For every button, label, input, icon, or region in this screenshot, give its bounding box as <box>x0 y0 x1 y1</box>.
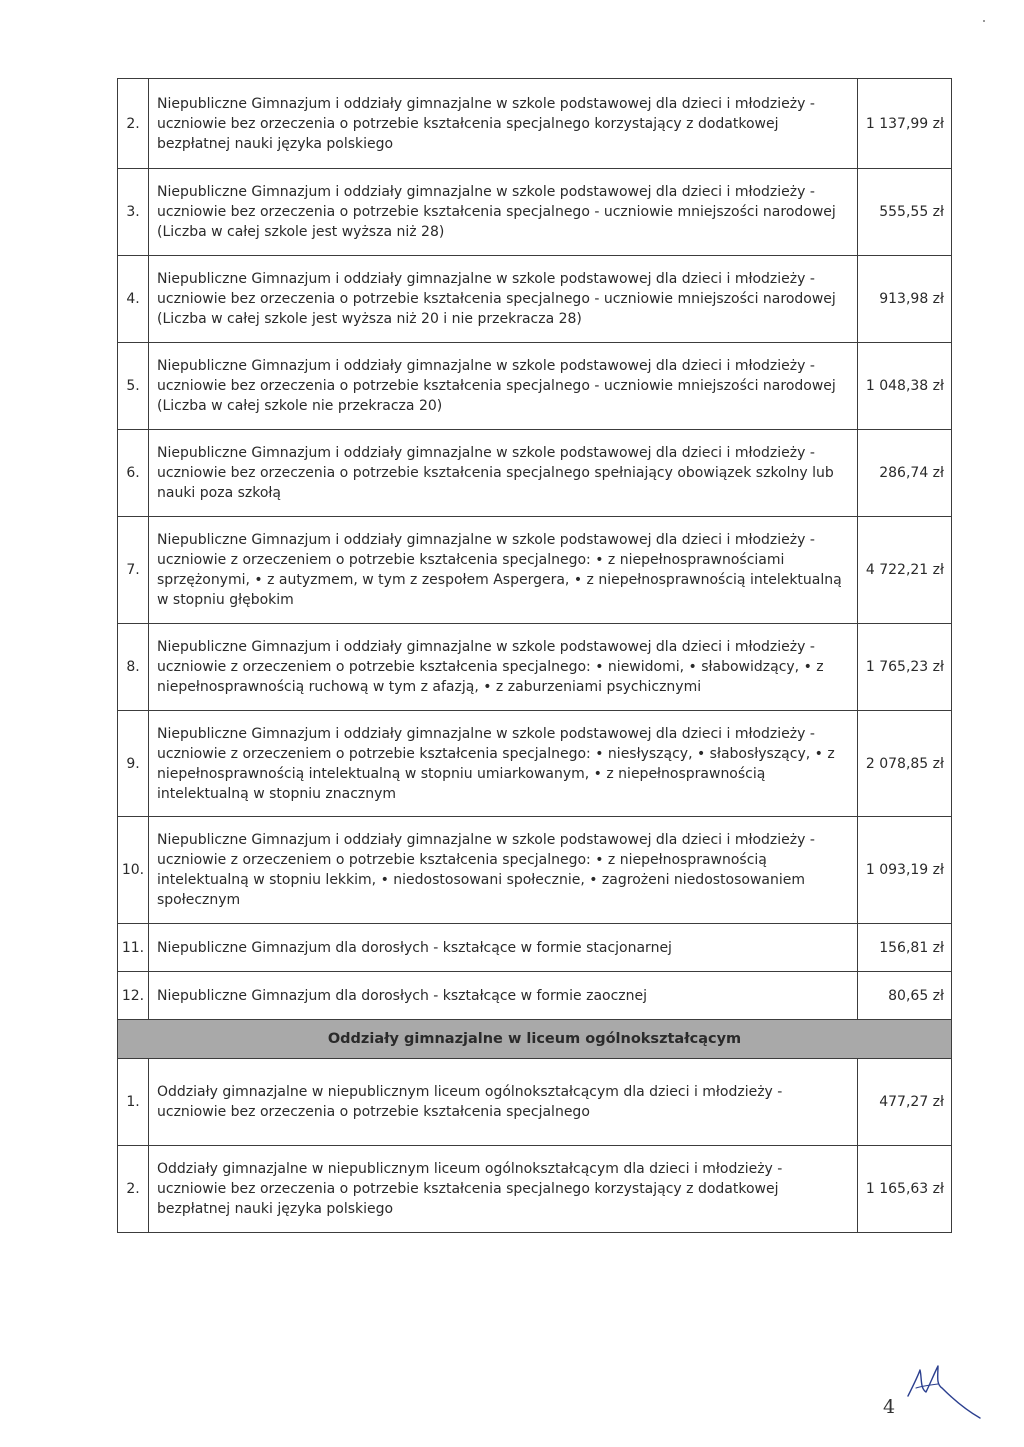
row-amount: 477,27 zł <box>858 1059 952 1146</box>
row-description: Niepubliczne Gimnazjum i oddziały gimnazjalne w szkole podstawowej dla dzieci i młodzieży - uczniowie bez orzeczenia o potrzebie kształcenia specjalnego - uczniowie mniejszości narodowej (Liczba w całej szkole jest wyższa niż 20 i nie przekracza 28) <box>149 256 858 343</box>
table-row <box>118 79 952 169</box>
row-number: 4. <box>118 256 149 343</box>
table-row <box>118 1059 952 1146</box>
section-header-row <box>118 1020 952 1059</box>
row-number: 9. <box>118 711 149 817</box>
row-amount: 913,98 zł <box>858 256 952 343</box>
row-amount: 1 165,63 zł <box>858 1146 952 1233</box>
row-number: 1. <box>118 1059 149 1146</box>
row-description: Niepubliczne Gimnazjum i oddziały gimnazjalne w szkole podstawowej dla dzieci i młodzieży - uczniowie bez orzeczenia o potrzebie kształcenia specjalnego - uczniowie mniejszości narodowej (Liczba w całej szkole nie przekracza 20) <box>149 343 858 430</box>
row-number: 2. <box>118 1146 149 1233</box>
row-description: Niepubliczne Gimnazjum i oddziały gimnazjalne w szkole podstawowej dla dzieci i młodzieży - uczniowie z orzeczeniem o potrzebie kształcenia specjalnego: • z niepełnosprawnościami sprzężonymi, • z autyzmem, w tym z zespołem Aspergera, • z niepełnosprawnością intelektualną w stopniu głębokim <box>149 517 858 624</box>
row-number: 3. <box>118 169 149 256</box>
handwritten-initials-signature <box>904 1358 984 1420</box>
table-row <box>118 430 952 517</box>
row-number: 8. <box>118 624 149 711</box>
row-description: Oddziały gimnazjalne w niepublicznym liceum ogólnokształcącym dla dzieci i młodzieży - uczniowie bez orzeczenia o potrzebie kształcenia specjalnego korzystający z dodatkowej bezpłatnej nauki języka polskiego <box>149 1146 858 1233</box>
row-description: Niepubliczne Gimnazjum i oddziały gimnazjalne w szkole podstawowej dla dzieci i młodzieży - uczniowie bez orzeczenia o potrzebie kształcenia specjalnego - uczniowie mniejszości narodowej (Liczba w całej szkole jest wyższa niż 28) <box>149 169 858 256</box>
row-number: 6. <box>118 430 149 517</box>
table-row <box>118 169 952 256</box>
row-number: 2. <box>118 79 149 169</box>
table-row <box>118 624 952 711</box>
row-description: Oddziały gimnazjalne w niepublicznym liceum ogólnokształcącym dla dzieci i młodzieży - uczniowie bez orzeczenia o potrzebie kształcenia specjalnego <box>149 1059 858 1146</box>
table-row <box>118 817 952 924</box>
table-row <box>118 517 952 624</box>
page-number: 4 <box>883 1396 896 1418</box>
section-title: Oddziały gimnazjalne w liceum ogólnokształcącym <box>118 1020 952 1059</box>
row-amount: 2 078,85 zł <box>858 711 952 817</box>
row-amount: 80,65 zł <box>858 972 952 1020</box>
table-row <box>118 711 952 817</box>
row-number: 12. <box>118 972 149 1020</box>
row-number: 5. <box>118 343 149 430</box>
scan-speck <box>983 20 985 22</box>
row-description: Niepubliczne Gimnazjum i oddziały gimnazjalne w szkole podstawowej dla dzieci i młodzieży - uczniowie bez orzeczenia o potrzebie kształcenia specjalnego korzystający z dodatkowej bezpłatnej nauki języka polskiego <box>149 79 858 169</box>
row-amount: 4 722,21 zł <box>858 517 952 624</box>
row-description: Niepubliczne Gimnazjum i oddziały gimnazjalne w szkole podstawowej dla dzieci i młodzieży - uczniowie z orzeczeniem o potrzebie kształcenia specjalnego: • z niepełnosprawnością intelektualną w stopniu lekkim, • niedostosowani społecznie, • zagrożeni niedostosowaniem społecznym <box>149 817 858 924</box>
row-amount: 156,81 zł <box>858 924 952 972</box>
table-row <box>118 924 952 972</box>
table-row <box>118 972 952 1020</box>
row-description: Niepubliczne Gimnazjum dla dorosłych - kształcące w formie stacjonarnej <box>149 924 858 972</box>
table-row <box>118 256 952 343</box>
row-number: 10. <box>118 817 149 924</box>
row-amount: 286,74 zł <box>858 430 952 517</box>
row-amount: 1 765,23 zł <box>858 624 952 711</box>
row-amount: 1 093,19 zł <box>858 817 952 924</box>
row-number: 11. <box>118 924 149 972</box>
row-description: Niepubliczne Gimnazjum i oddziały gimnazjalne w szkole podstawowej dla dzieci i młodzieży - uczniowie z orzeczeniem o potrzebie kształcenia specjalnego: • niesłyszący, • słabosłyszący, • z niepełnosprawnością intelektualną w stopniu umiarkowanym, • z niepełnosprawnością intelektualną w stopniu znacznym <box>149 711 858 817</box>
row-description: Niepubliczne Gimnazjum i oddziały gimnazjalne w szkole podstawowej dla dzieci i młodzieży - uczniowie z orzeczeniem o potrzebie kształcenia specjalnego: • niewidomi, • słabowidzący, • z niepełnosprawnością ruchową w tym z afazją, • z zaburzeniami psychicznymi <box>149 624 858 711</box>
row-description: Niepubliczne Gimnazjum i oddziały gimnazjalne w szkole podstawowej dla dzieci i młodzieży - uczniowie bez orzeczenia o potrzebie kształcenia specjalnego spełniający obowiązek szkolny lub nauki poza szkołą <box>149 430 858 517</box>
rates-table <box>117 78 952 1233</box>
row-amount: 1 137,99 zł <box>858 79 952 169</box>
row-amount: 555,55 zł <box>858 169 952 256</box>
table-row <box>118 1146 952 1233</box>
row-amount: 1 048,38 zł <box>858 343 952 430</box>
table-row <box>118 343 952 430</box>
row-description: Niepubliczne Gimnazjum dla dorosłych - kształcące w formie zaocznej <box>149 972 858 1020</box>
row-number: 7. <box>118 517 149 624</box>
